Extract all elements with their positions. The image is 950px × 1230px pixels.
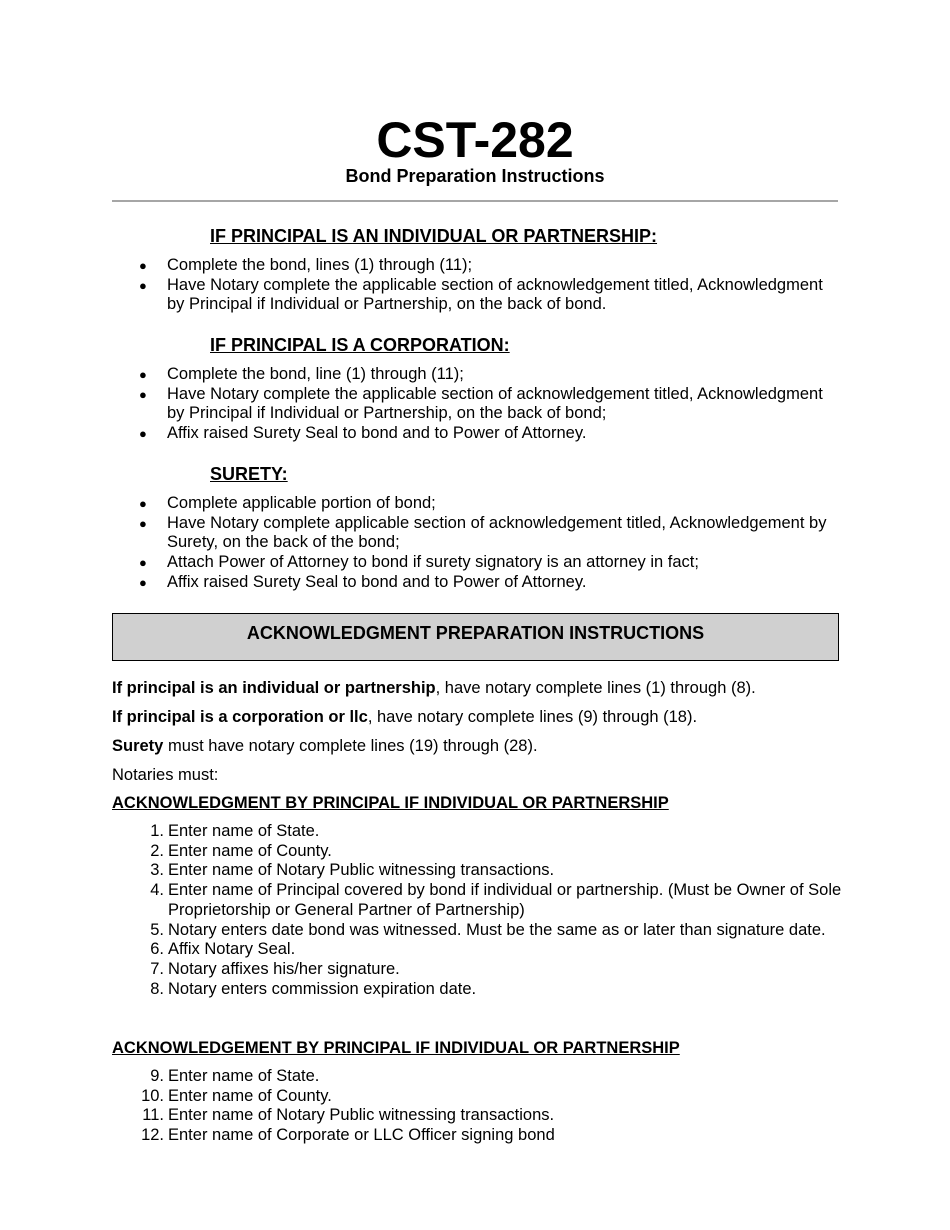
list-item: ● Complete applicable portion of bond; <box>139 494 436 512</box>
list-item: 5. Notary enters date bond was witnessed. Must be the same as or later than signature date. <box>150 920 826 939</box>
section-heading-individual: IF PRINCIPAL IS AN INDIVIDUAL OR PARTNERSHIP: <box>210 226 658 246</box>
form-title: CST-282 <box>376 112 574 168</box>
header-divider <box>112 200 838 202</box>
list-item: 12. Enter name of Corporate or LLC Officer signing bond <box>141 1126 555 1145</box>
list-item: 2. Enter name of County. <box>150 841 332 860</box>
bullet-icon: ● <box>139 515 147 531</box>
list-item: ● Complete the bond, lines (1) through (11); <box>139 256 473 274</box>
list-item: ● Affix raised Surety Seal to bond and to Power of Attorney. <box>139 424 587 443</box>
ack-instructions-banner <box>112 613 839 661</box>
list-item: ● Complete the bond, line (1) through (11); <box>139 365 464 383</box>
bullet-icon: ● <box>139 386 147 402</box>
list-item: 8. Notary enters commission expiration date. <box>150 979 477 998</box>
list-item: ● Have Notary complete the applicable section of acknowledgement titled, Acknowledgment by Principal if Individual or Partnership, on the back of bond; <box>139 384 823 423</box>
bullet-icon: ● <box>139 258 147 273</box>
bullet-icon: ● <box>139 574 147 590</box>
list-item: ● Have Notary complete applicable section of acknowledgement titled, Acknowledgement by Surety, on the back of the bond; <box>139 513 827 552</box>
bullet-list-corporation <box>139 365 839 444</box>
form-subtitle: Bond Preparation Instructions <box>345 166 605 186</box>
list-item: ● Affix raised Surety Seal to bond and to Power of Attorney. <box>139 572 587 591</box>
list-item: 1. Enter name of State. <box>150 822 320 840</box>
list1-heading: ACKNOWLEDGMENT BY PRINCIPAL IF INDIVIDUAL OR PARTNERSHIP <box>112 794 669 812</box>
paragraph-individual: If principal is an individual or partnership, have notary complete lines (1) through (8). <box>112 679 756 697</box>
bullet-icon: ● <box>139 367 147 382</box>
list-item: 9. Enter name of State. <box>150 1067 320 1085</box>
list-item: 10. Enter name of County. <box>141 1086 332 1105</box>
numbered-list-1 <box>112 822 842 999</box>
section-heading-surety: SURETY: <box>210 464 288 484</box>
section-heading-corporation: IF PRINCIPAL IS A CORPORATION: <box>210 335 510 355</box>
list-item: ● Have Notary complete the applicable section of acknowledgement titled, Acknowledgment by Principal if Individual or Partnership, on the back of bond. <box>139 275 823 314</box>
list-item: 4. Enter name of Principal covered by bond if individual or partnership. (Must be Owner of Sole Proprietorship or General Partner of Partnership) <box>150 881 842 919</box>
bullet-icon: ● <box>139 426 147 442</box>
bullet-list-surety <box>139 494 839 593</box>
list2-heading: ACKNOWLEDGEMENT BY PRINCIPAL IF INDIVIDUAL OR PARTNERSHIP <box>112 1039 680 1057</box>
bullet-icon: ● <box>139 496 147 511</box>
paragraph-surety: Surety must have notary complete lines (19) through (28). <box>112 737 538 755</box>
bullet-icon: ● <box>139 555 147 571</box>
list-item: 11. Enter name of Notary Public witnessing transactions. <box>142 1106 555 1125</box>
bullet-icon: ● <box>139 277 147 293</box>
list-item: 7. Notary affixes his/her signature. <box>150 959 400 978</box>
paragraph-corporation: If principal is a corporation or llc, have notary complete lines (9) through (18). <box>112 708 698 726</box>
list-item: 3. Enter name of Notary Public witnessing transactions. <box>150 861 555 880</box>
list-item: 6. Affix Notary Seal. <box>150 940 296 959</box>
numbered-list-2 <box>112 1067 842 1146</box>
list-item: ● Attach Power of Attorney to bond if surety signatory is an attorney in fact; <box>139 553 699 572</box>
notaries-must-label: Notaries must: <box>112 766 219 784</box>
ack-instructions-title: ACKNOWLEDGMENT PREPARATION INSTRUCTIONS <box>246 623 705 643</box>
bullet-list-individual <box>139 256 839 315</box>
